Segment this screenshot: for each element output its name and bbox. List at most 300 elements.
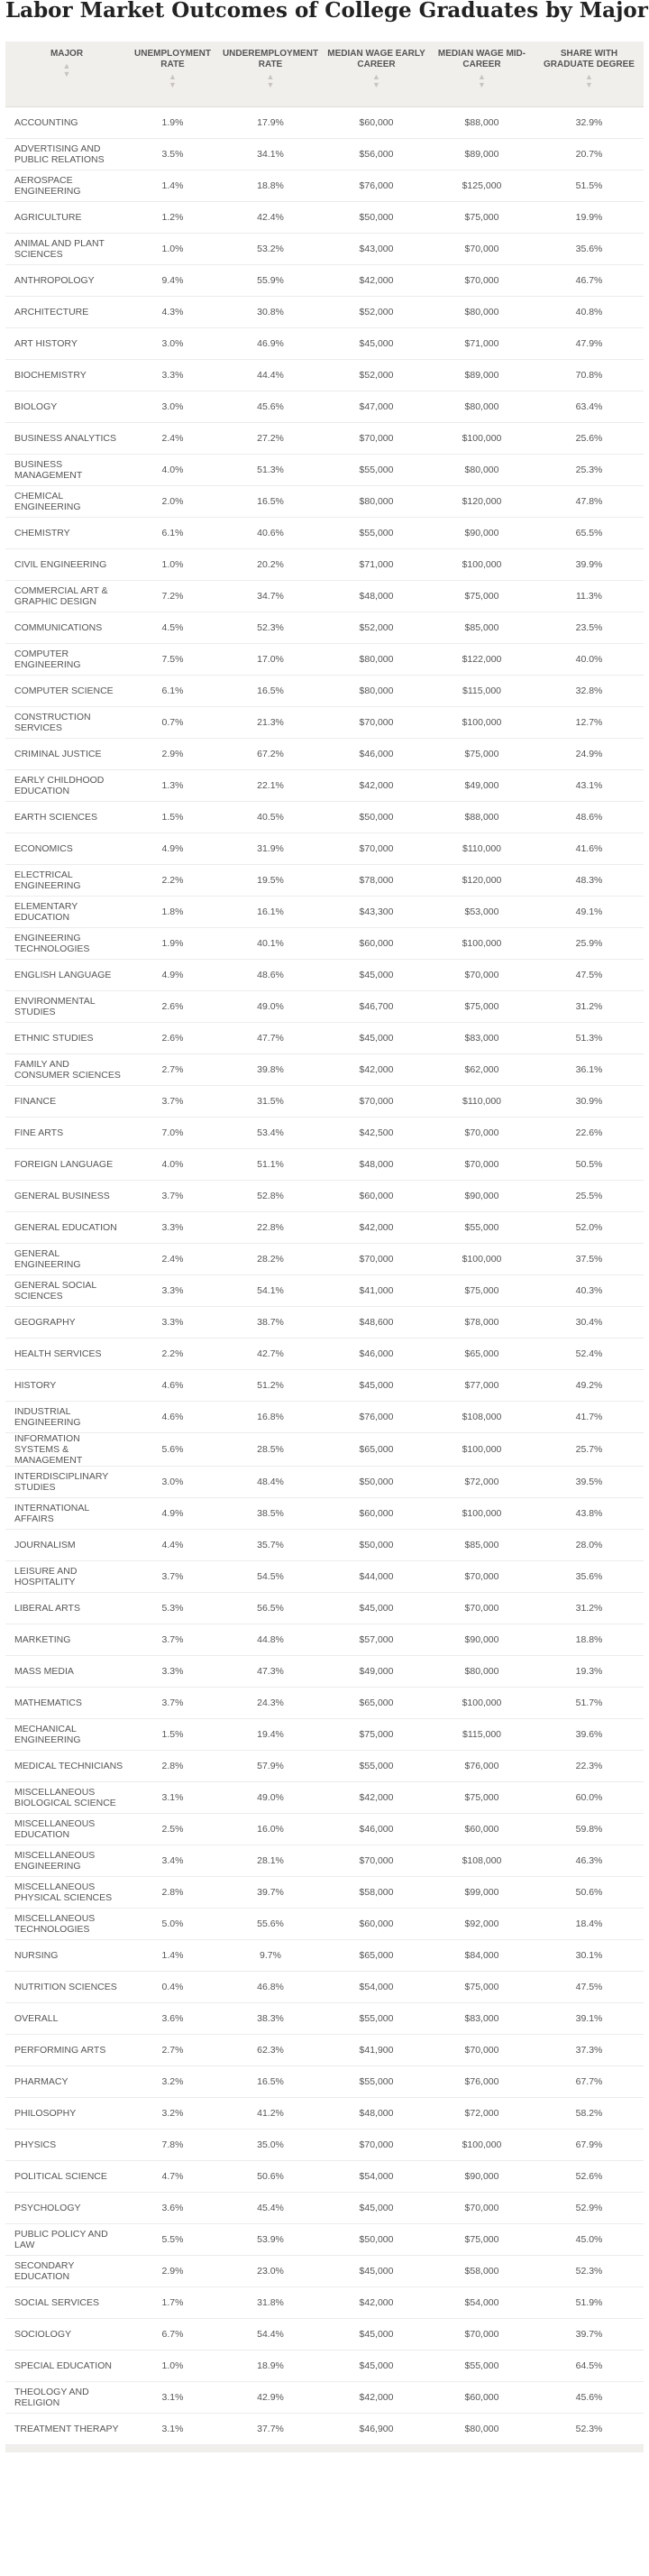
cell-major: BUSINESS MANAGEMENT [5,455,128,486]
cell-median-wage-mid-career: $100,000 [429,423,535,455]
cell-median-wage-mid-career: $75,000 [429,991,535,1023]
cell-median-wage-early-career: $55,000 [324,2066,429,2098]
sort-arrows-icon[interactable]: ▲ ▼ [372,72,380,89]
cell-median-wage-early-career: $80,000 [324,644,429,676]
cell-share-with-graduate-degree: 58.2% [535,2098,644,2130]
cell-major: FINE ARTS [5,1118,128,1149]
cell-median-wage-mid-career: $100,000 [429,1498,535,1530]
cell-median-wage-early-career: $70,000 [324,1845,429,1877]
cell-share-with-graduate-degree: 24.9% [535,739,644,770]
cell-underemployment-rate: 46.8% [217,1972,324,2003]
cell-underemployment-rate: 30.8% [217,297,324,328]
cell-median-wage-early-career: $55,000 [324,1751,429,1782]
cell-share-with-graduate-degree: 43.1% [535,770,644,802]
cell-share-with-graduate-degree: 47.9% [535,328,644,360]
cell-underemployment-rate: 42.7% [217,1339,324,1370]
cell-major: MEDICAL TECHNICIANS [5,1751,128,1782]
cell-share-with-graduate-degree: 52.3% [535,2414,644,2445]
cell-median-wage-mid-career: $120,000 [429,865,535,897]
cell-share-with-graduate-degree: 51.3% [535,1023,644,1054]
cell-unemployment-rate: 2.8% [128,1877,217,1909]
table-row [5,455,644,486]
cell-unemployment-rate: 3.7% [128,1561,217,1593]
cell-major: ENVIRONMENTAL STUDIES [5,991,128,1023]
cell-median-wage-early-career: $50,000 [324,2224,429,2256]
cell-median-wage-early-career: $71,000 [324,549,429,581]
cell-unemployment-rate: 4.9% [128,960,217,991]
cell-median-wage-mid-career: $49,000 [429,770,535,802]
cell-major: ETHNIC STUDIES [5,1023,128,1054]
cell-unemployment-rate: 2.4% [128,1244,217,1275]
cell-median-wage-mid-career: $100,000 [429,1688,535,1719]
column-header-share-with-graduate-degree[interactable] [535,41,644,107]
table-row [5,770,644,802]
cell-median-wage-early-career: $45,000 [324,960,429,991]
cell-unemployment-rate: 2.8% [128,1751,217,1782]
cell-unemployment-rate: 3.2% [128,2066,217,2098]
cell-share-with-graduate-degree: 45.6% [535,2382,644,2414]
cell-median-wage-early-career: $48,600 [324,1307,429,1339]
table-row [5,707,644,739]
cell-share-with-graduate-degree: 22.6% [535,1118,644,1149]
table-row [5,265,644,297]
cell-median-wage-mid-career: $90,000 [429,1624,535,1656]
cell-major: ANTHROPOLOGY [5,265,128,297]
cell-underemployment-rate: 53.4% [217,1118,324,1149]
cell-major: MATHEMATICS [5,1688,128,1719]
cell-unemployment-rate: 2.2% [128,865,217,897]
cell-major: ELEMENTARY EDUCATION [5,897,128,928]
table-row [5,423,644,455]
cell-median-wage-mid-career: $108,000 [429,1402,535,1433]
cell-unemployment-rate: 6.1% [128,676,217,707]
cell-median-wage-mid-career: $100,000 [429,928,535,960]
cell-share-with-graduate-degree: 25.3% [535,455,644,486]
cell-median-wage-early-career: $45,000 [324,1370,429,1402]
column-header-median-wage-mid-career[interactable] [429,41,535,107]
cell-median-wage-mid-career: $85,000 [429,1530,535,1561]
cell-share-with-graduate-degree: 20.7% [535,139,644,170]
data-table [5,41,644,2445]
table-row [5,2161,644,2193]
cell-unemployment-rate: 2.6% [128,1023,217,1054]
cell-median-wage-mid-career: $89,000 [429,139,535,170]
cell-median-wage-early-career: $42,000 [324,1054,429,1086]
cell-median-wage-early-career: $65,000 [324,1688,429,1719]
sort-arrows-icon[interactable]: ▲ ▼ [585,72,593,89]
cell-major: INTERDISCIPLINARY STUDIES [5,1467,128,1498]
table-row [5,1972,644,2003]
sort-arrows-icon[interactable]: ▲ ▼ [169,72,177,89]
cell-median-wage-early-career: $70,000 [324,423,429,455]
cell-major: GEOGRAPHY [5,1307,128,1339]
cell-unemployment-rate: 1.4% [128,170,217,202]
cell-share-with-graduate-degree: 50.6% [535,1877,644,1909]
cell-underemployment-rate: 31.5% [217,1086,324,1118]
cell-unemployment-rate: 3.7% [128,1624,217,1656]
cell-median-wage-early-career: $42,000 [324,2382,429,2414]
cell-share-with-graduate-degree: 35.6% [535,234,644,265]
cell-median-wage-early-career: $50,000 [324,1530,429,1561]
cell-underemployment-rate: 19.5% [217,865,324,897]
table-row [5,1940,644,1972]
cell-unemployment-rate: 3.7% [128,1181,217,1212]
cell-median-wage-mid-career: $55,000 [429,1212,535,1244]
cell-median-wage-mid-career: $75,000 [429,2224,535,2256]
cell-underemployment-rate: 24.3% [217,1688,324,1719]
cell-major: MISCELLANEOUS PHYSICAL SCIENCES [5,1877,128,1909]
table-row [5,297,644,328]
cell-median-wage-early-career: $60,000 [324,1181,429,1212]
cell-share-with-graduate-degree: 41.6% [535,833,644,865]
cell-unemployment-rate: 3.0% [128,328,217,360]
cell-underemployment-rate: 38.5% [217,1498,324,1530]
cell-major: AGRICULTURE [5,202,128,234]
table-row [5,897,644,928]
cell-median-wage-mid-career: $70,000 [429,960,535,991]
header-row [5,41,644,107]
cell-major: GENERAL BUSINESS [5,1181,128,1212]
table-row [5,2287,644,2319]
cell-major: ANIMAL AND PLANT SCIENCES [5,234,128,265]
cell-share-with-graduate-degree: 39.1% [535,2003,644,2035]
cell-median-wage-early-career: $45,000 [324,1593,429,1624]
cell-unemployment-rate: 7.5% [128,644,217,676]
cell-share-with-graduate-degree: 25.7% [535,1433,644,1467]
cell-major: GENERAL SOCIAL SCIENCES [5,1275,128,1307]
table-row [5,2224,644,2256]
cell-underemployment-rate: 18.8% [217,170,324,202]
table-row [5,2003,644,2035]
cell-major: LIBERAL ARTS [5,1593,128,1624]
cell-median-wage-mid-career: $70,000 [429,234,535,265]
cell-underemployment-rate: 54.4% [217,2319,324,2351]
sort-arrows-icon[interactable]: ▲ ▼ [266,72,275,89]
table-row [5,2256,644,2287]
table-row [5,960,644,991]
cell-unemployment-rate: 1.0% [128,2351,217,2382]
cell-median-wage-early-career: $70,000 [324,1086,429,1118]
cell-underemployment-rate: 55.6% [217,1909,324,1940]
cell-share-with-graduate-degree: 40.8% [535,297,644,328]
cell-median-wage-mid-career: $62,000 [429,1054,535,1086]
cell-median-wage-mid-career: $85,000 [429,612,535,644]
cell-underemployment-rate: 47.7% [217,1023,324,1054]
cell-median-wage-early-career: $44,000 [324,1561,429,1593]
cell-median-wage-mid-career: $90,000 [429,2161,535,2193]
cell-unemployment-rate: 1.9% [128,107,217,139]
cell-median-wage-early-career: $70,000 [324,707,429,739]
cell-major: CRIMINAL JUSTICE [5,739,128,770]
cell-median-wage-mid-career: $60,000 [429,2382,535,2414]
cell-median-wage-mid-career: $78,000 [429,1307,535,1339]
cell-underemployment-rate: 40.1% [217,928,324,960]
table-row [5,549,644,581]
table-row [5,1624,644,1656]
cell-underemployment-rate: 16.5% [217,676,324,707]
cell-median-wage-early-career: $41,000 [324,1275,429,1307]
cell-share-with-graduate-degree: 25.5% [535,1181,644,1212]
cell-median-wage-early-career: $46,000 [324,1339,429,1370]
cell-underemployment-rate: 40.5% [217,802,324,833]
cell-underemployment-rate: 16.8% [217,1402,324,1433]
cell-unemployment-rate: 5.0% [128,1909,217,1940]
cell-major: ARCHITECTURE [5,297,128,328]
cell-underemployment-rate: 57.9% [217,1751,324,1782]
table-row [5,1307,644,1339]
cell-unemployment-rate: 5.3% [128,1593,217,1624]
cell-median-wage-mid-career: $108,000 [429,1845,535,1877]
table-row [5,1467,644,1498]
table-row [5,612,644,644]
cell-share-with-graduate-degree: 11.3% [535,581,644,612]
cell-share-with-graduate-degree: 37.3% [535,2035,644,2066]
cell-major: ACCOUNTING [5,107,128,139]
cell-underemployment-rate: 28.5% [217,1433,324,1467]
cell-share-with-graduate-degree: 46.7% [535,265,644,297]
cell-median-wage-mid-career: $76,000 [429,1751,535,1782]
cell-share-with-graduate-degree: 48.3% [535,865,644,897]
cell-median-wage-mid-career: $70,000 [429,1149,535,1181]
cell-median-wage-mid-career: $60,000 [429,1814,535,1845]
column-header-major[interactable] [5,41,128,107]
cell-major: OVERALL [5,2003,128,2035]
cell-underemployment-rate: 17.9% [217,107,324,139]
cell-median-wage-mid-career: $70,000 [429,2035,535,2066]
cell-median-wage-mid-career: $53,000 [429,897,535,928]
cell-major: EARLY CHILDHOOD EDUCATION [5,770,128,802]
table-row [5,328,644,360]
column-header-label: SHARE WITH GRADUATE DEGREE [544,49,635,69]
cell-median-wage-early-career: $42,000 [324,1782,429,1814]
column-header-label: MEDIAN WAGE EARLY CAREER [327,49,425,69]
cell-unemployment-rate: 2.9% [128,739,217,770]
cell-share-with-graduate-degree: 39.5% [535,1467,644,1498]
cell-unemployment-rate: 1.0% [128,234,217,265]
cell-underemployment-rate: 48.4% [217,1467,324,1498]
cell-major: SPECIAL EDUCATION [5,2351,128,2382]
cell-unemployment-rate: 4.6% [128,1402,217,1433]
cell-share-with-graduate-degree: 39.6% [535,1719,644,1751]
cell-major: PUBLIC POLICY AND LAW [5,2224,128,2256]
cell-median-wage-mid-career: $88,000 [429,107,535,139]
cell-median-wage-mid-career: $72,000 [429,1467,535,1498]
cell-median-wage-early-career: $76,000 [324,1402,429,1433]
table-row [5,1593,644,1624]
cell-major: POLITICAL SCIENCE [5,2161,128,2193]
cell-unemployment-rate: 2.7% [128,2035,217,2066]
cell-median-wage-early-career: $50,000 [324,1467,429,1498]
cell-median-wage-early-career: $42,000 [324,770,429,802]
column-header-median-wage-early-career[interactable] [324,41,429,107]
cell-underemployment-rate: 35.0% [217,2130,324,2161]
cell-median-wage-early-career: $50,000 [324,802,429,833]
cell-unemployment-rate: 3.3% [128,1212,217,1244]
cell-median-wage-early-career: $60,000 [324,107,429,139]
column-header-unemployment-rate[interactable] [128,41,217,107]
cell-unemployment-rate: 2.9% [128,2256,217,2287]
table-row [5,1212,644,1244]
cell-major: SOCIOLOGY [5,2319,128,2351]
cell-median-wage-early-career: $56,000 [324,139,429,170]
cell-unemployment-rate: 1.3% [128,770,217,802]
cell-major: INTERNATIONAL AFFAIRS [5,1498,128,1530]
cell-median-wage-early-career: $42,000 [324,1212,429,1244]
table-row [5,170,644,202]
table-body [5,107,644,2445]
cell-major: CHEMISTRY [5,518,128,549]
cell-major: FAMILY AND CONSUMER SCIENCES [5,1054,128,1086]
cell-median-wage-early-career: $48,000 [324,1149,429,1181]
cell-share-with-graduate-degree: 28.0% [535,1530,644,1561]
cell-underemployment-rate: 38.3% [217,2003,324,2035]
cell-share-with-graduate-degree: 12.7% [535,707,644,739]
cell-median-wage-early-career: $60,000 [324,1909,429,1940]
column-header-underemployment-rate[interactable] [217,41,324,107]
cell-unemployment-rate: 3.5% [128,139,217,170]
cell-unemployment-rate: 3.3% [128,360,217,391]
cell-share-with-graduate-degree: 39.9% [535,549,644,581]
cell-unemployment-rate: 4.9% [128,833,217,865]
cell-major: PERFORMING ARTS [5,2035,128,2066]
cell-median-wage-early-career: $70,000 [324,833,429,865]
cell-median-wage-mid-career: $71,000 [429,328,535,360]
cell-share-with-graduate-degree: 18.8% [535,1624,644,1656]
cell-share-with-graduate-degree: 37.5% [535,1244,644,1275]
cell-underemployment-rate: 50.6% [217,2161,324,2193]
cell-major: ADVERTISING AND PUBLIC RELATIONS [5,139,128,170]
cell-median-wage-early-career: $45,000 [324,1023,429,1054]
cell-median-wage-mid-career: $83,000 [429,2003,535,2035]
table-row [5,1402,644,1433]
cell-share-with-graduate-degree: 35.6% [535,1561,644,1593]
cell-share-with-graduate-degree: 52.0% [535,1212,644,1244]
cell-unemployment-rate: 7.0% [128,1118,217,1149]
cell-median-wage-mid-career: $70,000 [429,1561,535,1593]
table-row [5,739,644,770]
cell-major: PHILOSOPHY [5,2098,128,2130]
cell-share-with-graduate-degree: 59.8% [535,1814,644,1845]
cell-major: JOURNALISM [5,1530,128,1561]
cell-median-wage-mid-career: $80,000 [429,2414,535,2445]
cell-major: COMPUTER SCIENCE [5,676,128,707]
cell-share-with-graduate-degree: 48.6% [535,802,644,833]
table-row [5,1845,644,1877]
table-row [5,1782,644,1814]
table-row [5,391,644,423]
cell-median-wage-mid-career: $80,000 [429,1656,535,1688]
cell-share-with-graduate-degree: 67.7% [535,2066,644,2098]
cell-unemployment-rate: 1.5% [128,802,217,833]
cell-major: SOCIAL SERVICES [5,2287,128,2319]
cell-major: MISCELLANEOUS TECHNOLOGIES [5,1909,128,1940]
cell-underemployment-rate: 42.4% [217,202,324,234]
table-row [5,2098,644,2130]
cell-major: BIOCHEMISTRY [5,360,128,391]
cell-major: SECONDARY EDUCATION [5,2256,128,2287]
cell-median-wage-mid-career: $55,000 [429,2351,535,2382]
table-row [5,676,644,707]
sort-arrows-icon[interactable]: ▲ ▼ [478,72,486,89]
cell-median-wage-early-career: $65,000 [324,1940,429,1972]
cell-share-with-graduate-degree: 47.8% [535,486,644,518]
cell-major: ELECTRICAL ENGINEERING [5,865,128,897]
cell-median-wage-early-career: $45,000 [324,2319,429,2351]
cell-median-wage-early-career: $60,000 [324,928,429,960]
cell-underemployment-rate: 42.9% [217,2382,324,2414]
cell-underemployment-rate: 56.5% [217,1593,324,1624]
cell-underemployment-rate: 28.1% [217,1845,324,1877]
cell-unemployment-rate: 1.7% [128,2287,217,2319]
cell-underemployment-rate: 49.0% [217,991,324,1023]
cell-median-wage-early-career: $76,000 [324,170,429,202]
cell-unemployment-rate: 7.2% [128,581,217,612]
table-row [5,1530,644,1561]
sort-arrows-icon[interactable]: ▲ ▼ [62,61,71,78]
cell-unemployment-rate: 2.5% [128,1814,217,1845]
cell-unemployment-rate: 3.4% [128,1845,217,1877]
cell-median-wage-mid-career: $89,000 [429,360,535,391]
cell-underemployment-rate: 21.3% [217,707,324,739]
cell-median-wage-mid-career: $75,000 [429,739,535,770]
cell-share-with-graduate-degree: 52.6% [535,2161,644,2193]
cell-median-wage-mid-career: $75,000 [429,1275,535,1307]
cell-underemployment-rate: 44.8% [217,1624,324,1656]
cell-median-wage-early-career: $46,900 [324,2414,429,2445]
cell-underemployment-rate: 51.2% [217,1370,324,1402]
table-row [5,2193,644,2224]
cell-median-wage-early-career: $70,000 [324,2130,429,2161]
cell-median-wage-mid-career: $80,000 [429,391,535,423]
cell-major: LEISURE AND HOSPITALITY [5,1561,128,1593]
cell-share-with-graduate-degree: 23.5% [535,612,644,644]
cell-underemployment-rate: 46.9% [217,328,324,360]
cell-underemployment-rate: 55.9% [217,265,324,297]
cell-median-wage-mid-career: $76,000 [429,2066,535,2098]
cell-share-with-graduate-degree: 40.0% [535,644,644,676]
cell-major: NUTRITION SCIENCES [5,1972,128,2003]
cell-underemployment-rate: 41.2% [217,2098,324,2130]
cell-median-wage-mid-career: $70,000 [429,2319,535,2351]
cell-unemployment-rate: 4.9% [128,1498,217,1530]
cell-unemployment-rate: 2.7% [128,1054,217,1086]
cell-median-wage-mid-career: $75,000 [429,1782,535,1814]
table-row [5,2319,644,2351]
cell-median-wage-mid-career: $92,000 [429,1909,535,1940]
cell-major: ENGLISH LANGUAGE [5,960,128,991]
cell-underemployment-rate: 49.0% [217,1782,324,1814]
cell-median-wage-mid-career: $110,000 [429,1086,535,1118]
table-row [5,107,644,139]
cell-unemployment-rate: 3.0% [128,1467,217,1498]
cell-share-with-graduate-degree: 70.8% [535,360,644,391]
cell-underemployment-rate: 45.4% [217,2193,324,2224]
cell-median-wage-mid-career: $70,000 [429,265,535,297]
cell-median-wage-early-career: $60,000 [324,1498,429,1530]
cell-unemployment-rate: 4.7% [128,2161,217,2193]
cell-share-with-graduate-degree: 31.2% [535,1593,644,1624]
cell-major: PSYCHOLOGY [5,2193,128,2224]
cell-share-with-graduate-degree: 32.8% [535,676,644,707]
cell-unemployment-rate: 3.1% [128,1782,217,1814]
cell-underemployment-rate: 18.9% [217,2351,324,2382]
cell-median-wage-mid-career: $65,000 [429,1339,535,1370]
table-row [5,1877,644,1909]
cell-unemployment-rate: 3.0% [128,391,217,423]
cell-share-with-graduate-degree: 46.3% [535,1845,644,1877]
cell-underemployment-rate: 9.7% [217,1940,324,1972]
cell-median-wage-early-career: $49,000 [324,1656,429,1688]
